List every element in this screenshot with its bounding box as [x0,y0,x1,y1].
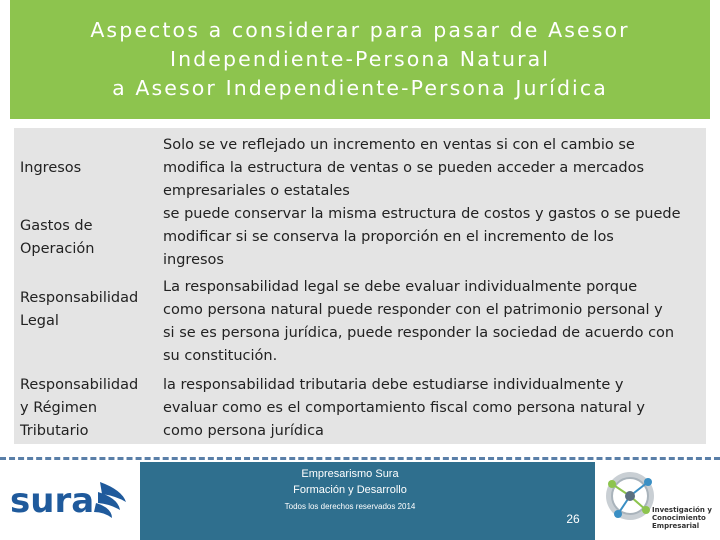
row-label-ingresos [20,157,158,180]
footer-copyright: Todos los derechos reservados 2014 [284,502,416,511]
slide-title-line-3: a Asesor Independiente-Persona Jurídica [112,76,608,100]
row-text-line: modifica la estructura de ventas o se pueden acceder a mercados [163,160,645,176]
row-text-line: la responsabilidad tributaria debe estudiarse individualmente y [163,377,624,393]
table-row-legal [14,276,706,368]
row-label-line: Operación [20,241,95,257]
row-label-tributario [20,374,158,443]
network-icon [606,472,654,520]
footer-area-name: Formación y Desarrollo [293,484,407,496]
logo-text-line-3: Empresarial [652,522,700,530]
row-text-line: Solo se ve reflejado un incremento en ventas si con el cambio se [163,137,635,153]
row-label-line: Responsabilidad [20,377,139,393]
row-text-tributario [163,374,708,443]
row-text-legal [163,276,708,368]
row-label-line: Gastos de [20,218,93,234]
row-text-line: modificar si se conserva la proporción en el incremento de los [163,229,614,245]
row-text-line: su constitución. [163,348,278,364]
sura-wordmark: sura [10,481,95,521]
row-label-line: Ingresos [20,160,82,176]
row-text-line: ingresos [163,252,224,268]
row-label-gastos [20,215,158,261]
row-label-line: Responsabilidad [20,290,139,306]
row-text-line: como persona natural puede responder con el patrimonio personal y [163,302,663,318]
row-text-line: empresariales o estatales [163,183,350,199]
row-text-line: La responsabilidad legal se debe evaluar individualmente porque [163,279,638,295]
table-row-ingresos [14,134,706,203]
comparison-table [14,128,706,444]
logo-text-line-2: Conocimiento [652,514,706,522]
slide-title-line-2: Independiente-Persona Natural [169,47,551,71]
slide-title-band [10,0,710,119]
row-text-line: evaluar como es el comportamiento fiscal como persona natural y [163,400,646,416]
row-label-line: Legal [20,313,59,329]
row-label-line: Tributario [20,423,89,439]
footer-program-name: Empresarismo Sura [301,468,399,480]
row-text-line: si se es persona jurídica, puede responder la sociedad de acuerdo con [163,325,675,341]
logo-text-line-1: Investigación y [652,506,712,514]
table-row-tributario [14,374,706,443]
page-number: 26 [566,512,580,526]
sura-logo [8,474,132,524]
table-row-gastos [14,203,706,272]
row-label-legal [20,287,158,333]
row-label-line: y Régimen [20,400,98,416]
slide-title-line-1: Aspectos a considerar para pasar de Asesor [90,18,630,42]
row-text-line: como persona jurídica [163,423,324,439]
row-text-line: se puede conservar la misma estructura de costos y gastos o se puede [163,206,681,222]
investigacion-logo [598,462,716,540]
footer-divider [0,457,720,460]
footer-panel [140,462,595,540]
row-text-gastos [163,203,708,272]
row-text-ingresos [163,134,708,203]
sura-swoosh-icon [94,482,126,518]
